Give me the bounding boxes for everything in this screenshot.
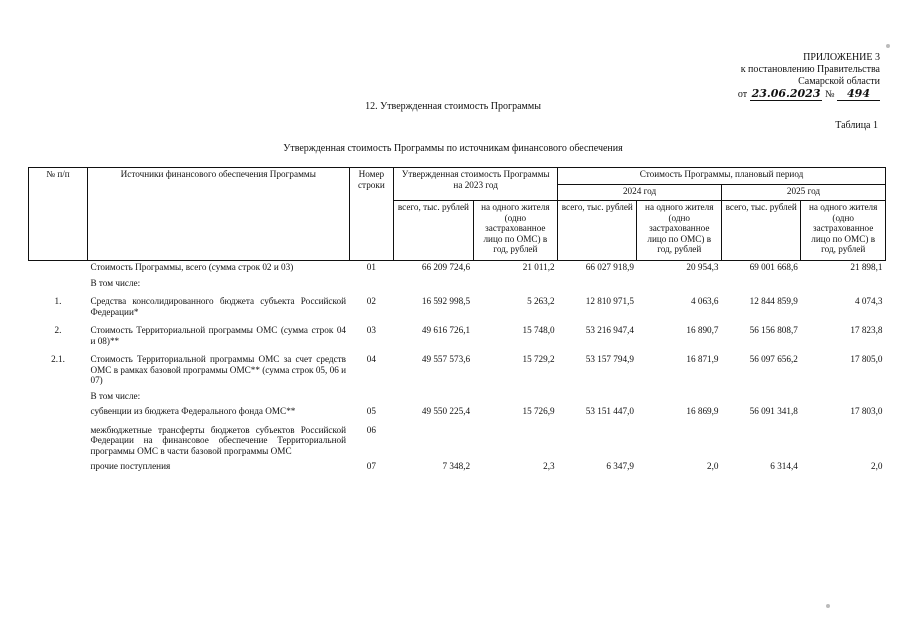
row-code <box>349 274 394 290</box>
cell-per-capita-2023: 5 263,2 <box>527 296 555 306</box>
header-num: № п/п <box>29 168 88 261</box>
cell-total-2024: 66 027 918,9 <box>585 262 634 272</box>
table-row <box>29 402 886 418</box>
cell-total-2025: 56 091 341,8 <box>749 406 798 416</box>
handwritten-number: 494 <box>837 87 880 101</box>
row-source: Средства консолидированного бюджета субъекта Российской Федерации* <box>90 296 347 317</box>
cell-per-capita-2024: 4 063,6 <box>690 296 719 306</box>
row-source: прочие поступления <box>90 461 171 471</box>
row-code <box>349 387 394 403</box>
cell-per-capita-2023: 15 748,0 <box>522 325 555 335</box>
cell-total-2025: 12 844 859,9 <box>749 296 798 306</box>
table-row <box>29 347 886 387</box>
cell-per-capita-2024: 20 954,3 <box>686 262 719 272</box>
appendix-title: ПРИЛОЖЕНИЕ 3 <box>803 52 880 63</box>
date-prefix: от <box>737 89 748 100</box>
appendix-header <box>690 52 880 101</box>
cell-total-2024 <box>558 274 637 290</box>
cell-per-capita-2023 <box>473 387 558 403</box>
cell-per-capita-2025 <box>801 274 886 290</box>
row-source: Стоимость Программы, всего (сумма строк 02 и 03) <box>90 262 294 272</box>
cell-total-2023: 7 348,2 <box>442 461 471 471</box>
cell-total-2025 <box>722 387 801 403</box>
table-number: Таблица 1 <box>835 120 878 131</box>
cell-total-2023 <box>394 418 473 458</box>
cell-total-2025: 69 001 668,6 <box>749 262 798 272</box>
cell-per-capita-2024 <box>637 418 722 458</box>
table-row <box>29 418 886 458</box>
cost-table <box>28 167 886 473</box>
cell-total-2024: 53 216 947,4 <box>585 325 634 335</box>
appendix-line3: Самарской области <box>798 76 880 87</box>
row-index: 2. <box>54 325 62 335</box>
table-row <box>29 457 886 473</box>
header-year-2024: 2024 год <box>558 184 722 201</box>
cell-total-2024 <box>558 387 637 403</box>
row-source: В том числе: <box>90 390 141 401</box>
header-total-2024: всего, тыс. рублей <box>558 201 637 261</box>
section-title: 12. Утвержденная стоимость Программы <box>365 101 541 112</box>
row-index <box>29 261 88 274</box>
scan-speck <box>886 44 890 48</box>
cell-total-2024: 12 810 971,5 <box>585 296 634 306</box>
cell-per-capita-2024: 16 890,7 <box>686 325 719 335</box>
table-row <box>29 289 886 318</box>
row-index <box>29 457 88 473</box>
cell-per-capita-2025 <box>801 418 886 458</box>
row-source: субвенции из бюджета Федерального фонда ОМС** <box>90 406 296 416</box>
row-code: 07 <box>366 461 376 471</box>
cell-total-2024: 6 347,9 <box>606 461 634 471</box>
row-code: 05 <box>366 406 376 416</box>
cell-per-capita-2024: 16 869,9 <box>686 406 719 416</box>
cell-per-capita-2025: 17 805,0 <box>850 354 883 364</box>
header-total-2025: всего, тыс. рублей <box>722 201 801 261</box>
table-body <box>29 261 886 473</box>
cell-per-capita-2025: 17 803,0 <box>850 406 883 416</box>
cell-total-2024 <box>558 418 637 458</box>
header-approved: Утвержденная стоимость Программы на 2023 год <box>394 168 558 201</box>
cell-total-2023 <box>394 387 473 403</box>
table-row <box>29 318 886 347</box>
header-per-capita-2025: на одного жителя (одно застрахованное лицо по ОМС) в год, рублей <box>801 201 886 261</box>
row-source: В том числе: <box>90 277 141 288</box>
cell-total-2023: 66 209 724,6 <box>421 262 471 272</box>
appendix-line2: к постановлению Правительства <box>740 64 880 75</box>
table-row <box>29 261 886 274</box>
row-source: межбюджетные трансферты бюджетов субъектов Российской Федерации на финансовое обеспечение Территориальной программы ОМС в части базовой программы ОМС <box>90 424 347 456</box>
header-code: Номер строки <box>349 168 394 261</box>
cell-per-capita-2023: 15 726,9 <box>522 406 555 416</box>
table-row <box>29 274 886 290</box>
cell-per-capita-2024 <box>637 387 722 403</box>
decree-date-line <box>738 88 880 101</box>
row-source: Стоимость Территориальной программы ОМС за счет средств ОМС в рамках базовой программы ОМС** (сумма строк 05, 06 и 07) <box>90 354 347 385</box>
row-index <box>29 274 88 290</box>
scan-speck <box>826 604 830 608</box>
table-row <box>29 387 886 403</box>
cell-total-2023: 16 592 998,5 <box>421 296 471 306</box>
row-source: Стоимость Территориальной программы ОМС (сумма строк 04 и 08)** <box>90 325 347 346</box>
row-index <box>29 387 88 403</box>
cell-per-capita-2023 <box>473 418 558 458</box>
header-per-capita-2024: на одного жителя (одно застрахованное лицо по ОМС) в год, рублей <box>637 201 722 261</box>
number-prefix: № <box>824 89 835 100</box>
cell-total-2025 <box>722 418 801 458</box>
header-total-2023: всего, тыс. рублей <box>394 201 473 261</box>
cell-total-2024: 53 157 794,9 <box>585 354 634 364</box>
row-index <box>29 418 88 458</box>
cell-per-capita-2023: 15 729,2 <box>522 354 555 364</box>
header-per-capita-2023: на одного жителя (одно застрахованное лицо по ОМС) в год, рублей <box>473 201 558 261</box>
table-title: Утвержденная стоимость Программы по источникам финансового обеспечения <box>283 143 623 154</box>
handwritten-date: 23.06.2023 <box>751 87 821 100</box>
cell-per-capita-2025: 2,0 <box>871 461 883 471</box>
cell-total-2025: 56 156 808,7 <box>749 325 798 335</box>
cell-total-2023: 49 557 573,6 <box>421 354 471 364</box>
cell-per-capita-2023: 21 011,2 <box>522 262 555 272</box>
cell-total-2024: 53 151 447,0 <box>585 406 634 416</box>
row-code: 02 <box>366 296 376 306</box>
cell-per-capita-2024 <box>637 274 722 290</box>
row-index: 2.1. <box>51 354 65 364</box>
cell-per-capita-2023: 2,3 <box>543 461 555 471</box>
cell-per-capita-2025: 4 074,3 <box>854 296 883 306</box>
cell-total-2023 <box>394 274 473 290</box>
header-year-2025: 2025 год <box>722 184 886 201</box>
row-code: 01 <box>366 262 376 272</box>
cell-total-2023: 49 616 726,1 <box>421 325 471 335</box>
cell-per-capita-2025: 17 823,8 <box>850 325 883 335</box>
cell-per-capita-2024: 16 871,9 <box>686 354 719 364</box>
cell-per-capita-2025 <box>801 387 886 403</box>
row-index: 1. <box>54 296 62 306</box>
cell-total-2025: 6 314,4 <box>770 461 798 471</box>
cell-per-capita-2025: 21 898,1 <box>850 262 883 272</box>
row-index <box>29 402 88 418</box>
cell-total-2025: 56 097 656,2 <box>749 354 798 364</box>
cell-per-capita-2023 <box>473 274 558 290</box>
header-planned: Стоимость Программы, плановый период <box>558 168 886 185</box>
header-source: Источники финансового обеспечения Программы <box>87 168 349 261</box>
cell-total-2025 <box>722 274 801 290</box>
row-code: 04 <box>366 354 376 364</box>
cell-total-2023: 49 550 225,4 <box>421 406 471 416</box>
cell-per-capita-2024: 2,0 <box>707 461 719 471</box>
row-code: 06 <box>366 424 376 435</box>
row-code: 03 <box>366 325 376 335</box>
